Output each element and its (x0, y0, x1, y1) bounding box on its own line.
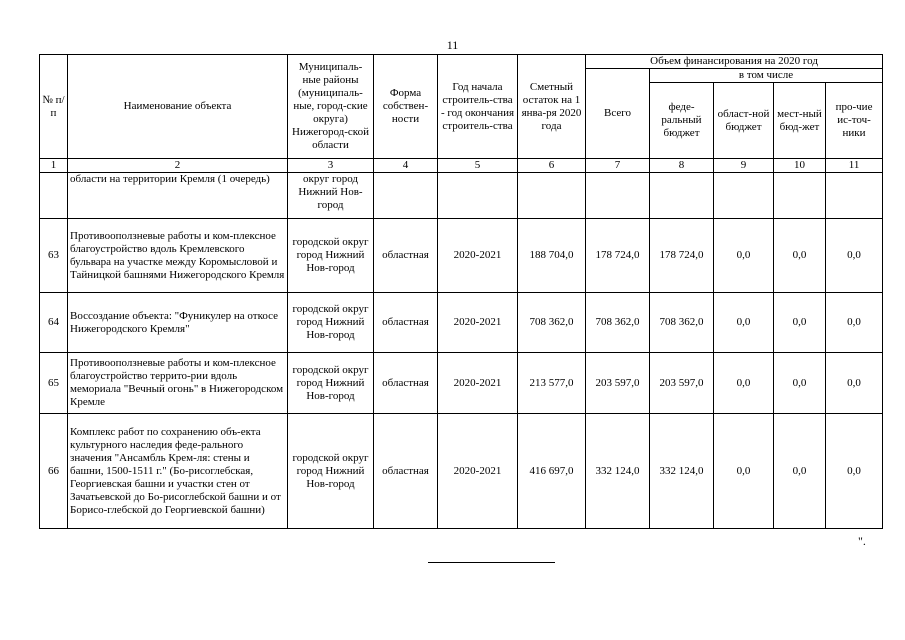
column-number-row (40, 159, 883, 173)
col-number: 3 (288, 159, 374, 173)
row-remainder: 708 362,0 (518, 293, 586, 353)
row-federal: 708 362,0 (650, 293, 714, 353)
col-number: 2 (68, 159, 288, 173)
row-local: 0,0 (774, 219, 826, 293)
header-form: Форма собствен-ности (374, 55, 438, 159)
col-number: 4 (374, 159, 438, 173)
header-name: Наименование объекта (68, 55, 288, 159)
row-local: 0,0 (774, 414, 826, 529)
col-number: 10 (774, 159, 826, 173)
row-other: 0,0 (826, 293, 883, 353)
end-rule (428, 562, 555, 563)
row-name: Противооползневые работы и ком-плексное благоустройство вдоль Кремлевского бульвара на участке между Коромысловой и Тайницкой башнями Нижегородского Кремля (68, 219, 288, 293)
row-years: 2020-2021 (438, 293, 518, 353)
row-num: 64 (40, 293, 68, 353)
row-regional: 0,0 (714, 293, 774, 353)
row-remainder: 188 704,0 (518, 219, 586, 293)
row-federal: 203 597,0 (650, 353, 714, 414)
row-regional: 0,0 (714, 414, 774, 529)
row-form (374, 173, 438, 219)
row-district: городской округ город Нижний Нов-город (288, 353, 374, 414)
table-row (40, 414, 883, 529)
col-number: 8 (650, 159, 714, 173)
row-total: 332 124,0 (586, 414, 650, 529)
header-funding: Объем финансирования на 2020 год (586, 55, 883, 69)
row-form: областная (374, 219, 438, 293)
row-num: 65 (40, 353, 68, 414)
row-regional: 0,0 (714, 353, 774, 414)
row-years: 2020-2021 (438, 414, 518, 529)
col-number: 7 (586, 159, 650, 173)
row-num: 66 (40, 414, 68, 529)
row-regional: 0,0 (714, 219, 774, 293)
row-form: областная (374, 293, 438, 353)
row-total: 708 362,0 (586, 293, 650, 353)
col-number: 11 (826, 159, 883, 173)
row-name: Воссоздание объекта: "Фуникулер на откосе Нижегородского Кремля" (68, 293, 288, 353)
row-other (826, 173, 883, 219)
row-local (774, 173, 826, 219)
row-years: 2020-2021 (438, 219, 518, 293)
row-local: 0,0 (774, 293, 826, 353)
header-including: в том числе (650, 69, 883, 83)
row-remainder: 416 697,0 (518, 414, 586, 529)
row-federal: 332 124,0 (650, 414, 714, 529)
row-other: 0,0 (826, 414, 883, 529)
row-district: городской округ город Нижний Нов-город (288, 414, 374, 529)
row-remainder: 213 577,0 (518, 353, 586, 414)
col-number: 9 (714, 159, 774, 173)
row-federal: 178 724,0 (650, 219, 714, 293)
col-number: 6 (518, 159, 586, 173)
row-name: Комплекс работ по сохранению объ-екта культурного наследия феде-рального значения "Ансамбль Крем-ля: стены и башни, 1500-1511 г." (Бо-рисоглебская, Георгиевская башни и участки стен от Зачатьевской до Бо-рисоглебской башни и от Борисо-глебской до Георгиевской башни) (68, 414, 288, 529)
row-regional (714, 173, 774, 219)
header-remainder: Сметный остаток на 1 янва-ря 2020 года (518, 55, 586, 159)
row-total: 178 724,0 (586, 219, 650, 293)
row-remainder (518, 173, 586, 219)
row-form: областная (374, 414, 438, 529)
row-district: городской округ город Нижний Нов-город (288, 219, 374, 293)
header-regional: област-ной бюджет (714, 83, 774, 159)
row-form: областная (374, 353, 438, 414)
row-district: округ город Нижний Нов-город (288, 173, 374, 219)
row-other: 0,0 (826, 353, 883, 414)
table-row (40, 353, 883, 414)
header-num: № п/п (40, 55, 68, 159)
header-local: мест-ный бюд-жет (774, 83, 826, 159)
header-years: Год начала строитель-ства - год окончания строитель-ства (438, 55, 518, 159)
closing-quote-mark: ". (858, 534, 866, 548)
header-total: Всего (586, 69, 650, 159)
table-row (40, 293, 883, 353)
table-row (40, 173, 883, 219)
row-total: 203 597,0 (586, 353, 650, 414)
table-row (40, 219, 883, 293)
row-years: 2020-2021 (438, 353, 518, 414)
header-other: про-чие ис-точ-ники (826, 83, 883, 159)
row-num (40, 173, 68, 219)
row-other: 0,0 (826, 219, 883, 293)
row-name: области на территории Кремля (1 очередь) (68, 173, 288, 219)
funding-table (39, 54, 883, 529)
row-total (586, 173, 650, 219)
row-name: Противооползневые работы и ком-плексное благоустройство террито-рии вдоль мемориала "Вечный огонь" в Нижегородском Кремле (68, 353, 288, 414)
header-district: Муниципаль-ные районы (муниципаль-ные, город-ские округа) Нижегород-ской области (288, 55, 374, 159)
col-number: 1 (40, 159, 68, 173)
row-years (438, 173, 518, 219)
row-local: 0,0 (774, 353, 826, 414)
row-federal (650, 173, 714, 219)
row-num: 63 (40, 219, 68, 293)
page-number: 11 (446, 38, 459, 52)
row-district: городской округ город Нижний Нов-город (288, 293, 374, 353)
col-number: 5 (438, 159, 518, 173)
header-federal: феде-ральный бюджет (650, 83, 714, 159)
